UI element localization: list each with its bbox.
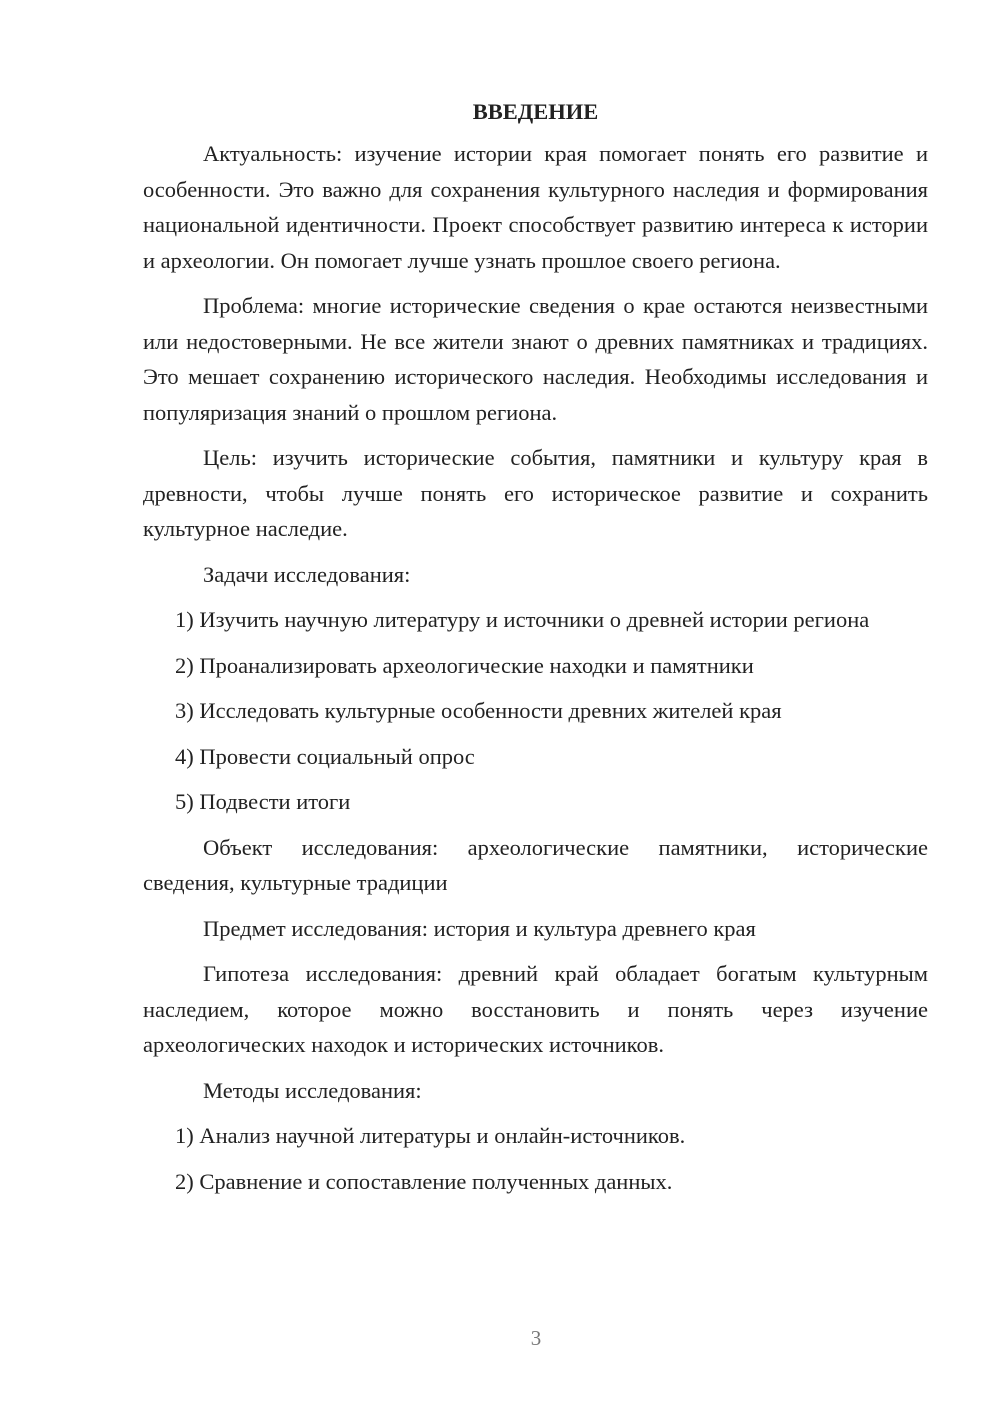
page-number: 3 <box>530 1326 542 1350</box>
document-page <box>143 95 928 1209</box>
task-item-3: 3) Исследовать культурные особенности древних жителей края <box>175 698 782 723</box>
task-item-1: 1) Изучить научную литературу и источники о древней истории региона <box>175 607 870 632</box>
methods-heading: Методы исследования: <box>203 1077 422 1103</box>
tasks-heading: Задачи исследования: <box>203 561 411 587</box>
task-item-5: 5) Подвести итоги <box>175 789 351 814</box>
method-item-1: 1) Анализ научной литературы и онлайн-источников. <box>175 1123 686 1148</box>
task-item-2: 2) Проанализировать археологические находки и памятники <box>175 652 754 678</box>
hypothesis-paragraph: Гипотеза исследования: древний край обладает богатым культурным наследием, которое можно восстановить и понять через изучение археологических находок и исторических источников. <box>143 961 928 1057</box>
object-paragraph: Объект исследования: археологические памятники, исторические сведения, культурные традиции <box>143 834 928 895</box>
section-title: ВВЕДЕНИЕ <box>472 99 599 124</box>
goal-paragraph: Цель: изучить исторические события, памятники и культуру края в древности, чтобы лучше понять его историческое развитие и сохранить культурное наследие. <box>143 445 928 541</box>
task-item-4: 4) Провести социальный опрос <box>175 743 475 769</box>
subject-paragraph: Предмет исследования: история и культура древнего края <box>203 915 756 941</box>
problem-paragraph: Проблема: многие исторические сведения о крае остаются неизвестными или недостоверными. Не все жители знают о древних памятниках и традициях. Это мешает сохранению исторического наследия. Необходимы исследования и популяризация знаний о прошлом региона. <box>143 293 928 425</box>
relevance-paragraph: Актуальность: изучение истории края помогает понять его развитие и особенности. Это важно для сохранения культурного наследия и формирования национальной идентичности. Проект способствует развитию интереса к истории и археологии. Он помогает лучше узнать прошлое своего региона. <box>143 141 928 273</box>
method-item-2: 2) Сравнение и сопоставление полученных данных. <box>175 1168 673 1194</box>
